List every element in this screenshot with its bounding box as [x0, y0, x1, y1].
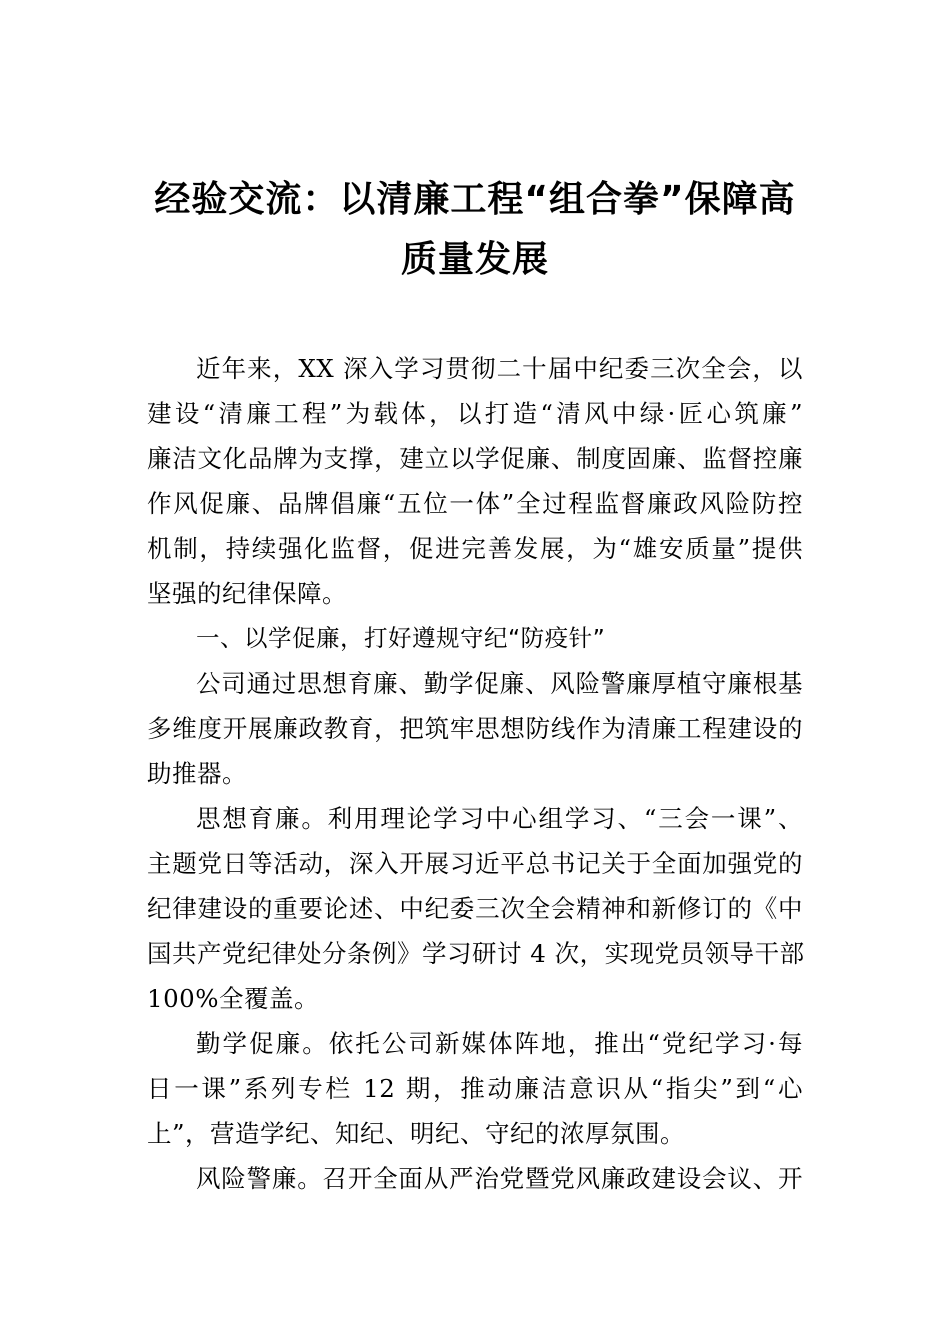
text-line: 廉洁文化品牌为支撑，建立以学促廉、制度固廉、监督控廉 — [147, 444, 803, 473]
text-line: 风险警廉。召开全面从严治党暨党风廉政建设会议、开 — [196, 1164, 803, 1193]
text-line: 日一课”系列专栏 12 期，推动廉洁意识从“指尖”到“心 — [147, 1074, 803, 1103]
paragraph — [147, 796, 803, 1021]
text-line: 助推器。 — [147, 759, 247, 788]
text-line: 建设“清廉工程”为载体，以打造“清风中绿·匠心筑廉” — [147, 399, 803, 428]
paragraph — [147, 661, 803, 796]
document-title — [145, 170, 805, 290]
paragraph — [147, 346, 803, 616]
paragraph — [147, 1021, 803, 1156]
section-heading — [147, 616, 803, 661]
text-line: 坚强的纪律保障。 — [147, 579, 347, 608]
text-line: 主题党日等活动，深入开展习近平总书记关于全面加强党的 — [147, 849, 803, 878]
document-body — [147, 346, 803, 1201]
title-line: 经验交流：以清廉工程“组合拳”保障高 — [154, 179, 796, 220]
heading-line: 一、以学促廉，打好遵规守纪“防疫针” — [196, 624, 606, 652]
text-line: 机制，持续强化监督，促进完善发展，为“雄安质量”提供 — [147, 534, 803, 563]
text-line: 100%全覆盖。 — [147, 984, 320, 1013]
title-line: 质量发展 — [400, 239, 549, 280]
text-line: 国共产党纪律处分条例》学习研讨 4 次，实现党员领导干部 — [147, 939, 805, 968]
text-line: 思想育廉。利用理论学习中心组学习、“三会一课”、 — [196, 804, 803, 833]
text-line: 公司通过思想育廉、勤学促廉、风险警廉厚植守廉根基 — [196, 669, 803, 698]
text-line: 上”，营造学纪、知纪、明纪、守纪的浓厚氛围。 — [147, 1119, 686, 1148]
text-line: 纪律建设的重要论述、中纪委三次全会精神和新修订的《中 — [147, 894, 803, 923]
text-line: 勤学促廉。依托公司新媒体阵地，推出“党纪学习·每 — [196, 1029, 803, 1058]
text-line: 多维度开展廉政教育，把筑牢思想防线作为清廉工程建设的 — [147, 714, 803, 743]
text-line: 作风促廉、品牌倡廉“五位一体”全过程监督廉政风险防控 — [147, 489, 803, 518]
paragraph — [147, 1156, 803, 1201]
text-line: 近年来，XX 深入学习贯彻二十届中纪委三次全会，以 — [196, 354, 803, 383]
